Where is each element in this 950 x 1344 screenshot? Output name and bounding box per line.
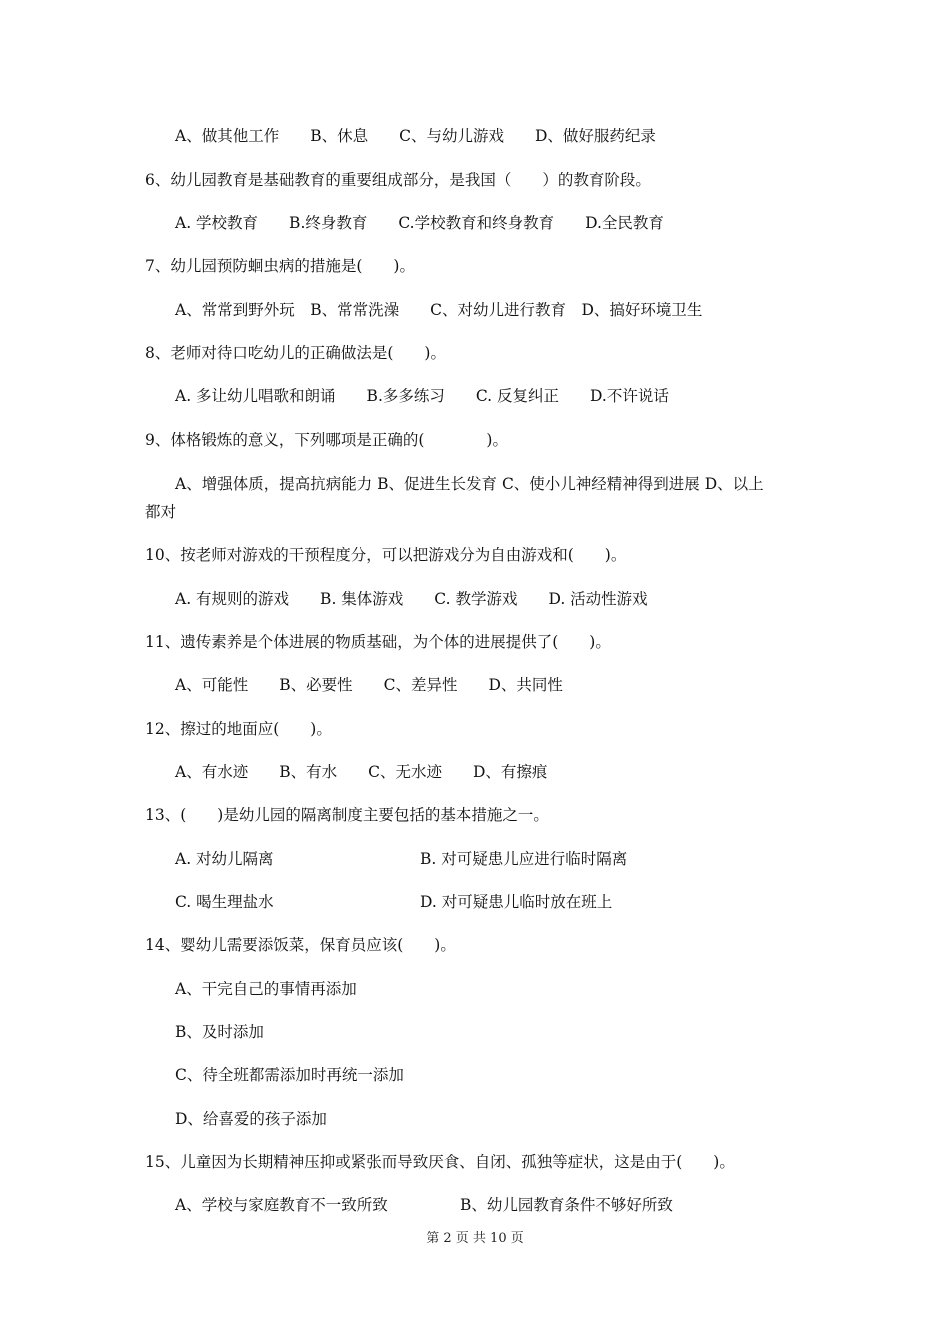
option-q14-c: C、待全班都需添加时再统一添加: [175, 1066, 404, 1084]
option-q14-b: B、及时添加: [175, 1023, 264, 1041]
question-12: 12、擦过的地面应( )。: [145, 720, 332, 738]
option-q14-a: A、干完自己的事情再添加: [175, 980, 357, 998]
question-8: 8、老师对待口吃幼儿的正确做法是( )。: [145, 344, 446, 362]
option-q13-c: C. 喝生理盐水: [175, 893, 274, 911]
option-line-q8: A. 多让幼儿唱歌和朗诵 B.多多练习 C. 反复纠正 D.不许说话: [175, 387, 669, 405]
option-q15-a: A、学校与家庭教育不一致所致: [175, 1196, 388, 1214]
question-11: 11、遗传素养是个体进展的物质基础，为个体的进展提供了( )。: [145, 633, 611, 651]
option-line-q10: A. 有规则的游戏 B. 集体游戏 C. 教学游戏 D. 活动性游戏: [175, 590, 648, 608]
option-q13-b: B. 对可疑患儿应进行临时隔离: [420, 850, 628, 868]
option-line-q9: A、增强体质，提高抗病能力 B、促进生长发育 C、使小儿神经精神得到进展 D、以上: [175, 475, 764, 493]
question-14: 14、婴幼儿需要添饭菜，保育员应该( )。: [145, 936, 456, 954]
option-q13-d: D. 对可疑患儿临时放在班上: [420, 893, 613, 911]
option-line-q7: A、常常到野外玩 B、常常洗澡 C、对幼儿进行教育 D、搞好环境卫生: [175, 301, 703, 319]
option-q13-a: A. 对幼儿隔离: [175, 850, 274, 868]
option-line-q12: A、有水迹 B、有水 C、无水迹 D、有擦痕: [175, 763, 548, 781]
page-footer: 第 2 页 共 10 页: [426, 1231, 524, 1246]
option-line-q6: A. 学校教育 B.终身教育 C.学校教育和终身教育 D.全民教育: [175, 214, 664, 232]
question-15: 15、儿童因为长期精神压抑或紧张而导致厌食、自闭、孤独等症状，这是由于( )。: [145, 1153, 735, 1171]
question-9: 9、体格锻炼的意义，下列哪项是正确的( )。: [145, 431, 508, 449]
question-13: 13、( )是幼儿园的隔离制度主要包括的基本措施之一。: [145, 806, 549, 824]
option-line-q11: A、可能性 B、必要性 C、差异性 D、共同性: [175, 676, 563, 694]
question-6: 6、幼儿园教育是基础教育的重要组成部分，是我国（ ）的教育阶段。: [145, 171, 651, 189]
option-q15-b: B、幼儿园教育条件不够好所致: [460, 1196, 673, 1214]
option-line-q9-continued: 都对: [145, 503, 177, 521]
question-7: 7、幼儿园预防蛔虫病的措施是( )。: [145, 257, 415, 275]
question-10: 10、按老师对游戏的干预程度分，可以把游戏分为自由游戏和( )。: [145, 546, 627, 564]
option-line-q5: A、做其他工作 B、休息 C、与幼儿游戏 D、做好服药纪录: [175, 127, 656, 145]
option-q14-d: D、给喜爱的孩子添加: [175, 1110, 327, 1128]
